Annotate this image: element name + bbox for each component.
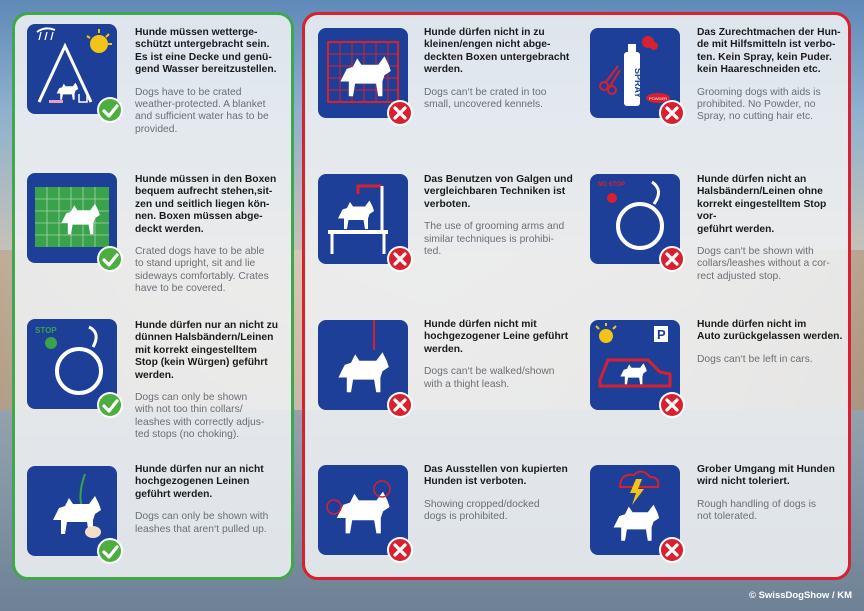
cross-icon xyxy=(387,537,413,563)
prohibited-8-de: Grober Umgang mit Hunden wird nicht toleriert. xyxy=(697,464,835,488)
allowed-2-de: Hunde müssen in den Boxen bequem aufrecht stehen,sit- zen und seitlich liegen kön- nen. Boxen müssen abge- deckt werden. xyxy=(135,174,277,235)
copyright-credit: © SwissDogShow / KM xyxy=(748,590,852,601)
prohibited-8-en: Rough handling of dogs is not tolerated. xyxy=(697,498,817,523)
prohibited-6-de: Hunde dürfen nicht im Auto zurückgelassen werden. xyxy=(697,319,843,343)
allowed-4-de: Hunde dürfen nur an nicht hochgezogenen Leinen geführt werden. xyxy=(135,464,264,500)
prohibited-3-de: Das Benutzen von Galgen und vergleichbaren Techniken ist verboten. xyxy=(424,174,573,210)
prohibited-7-en: Showing cropped/docked dogs is prohibited. xyxy=(424,498,540,523)
svg-text:STOP: STOP xyxy=(35,326,57,335)
cross-icon xyxy=(387,100,413,126)
allowed-2-en: Crated dogs have to be able to stand upright, sit and lie sideways comfortably. Crates have to be covered. xyxy=(135,246,269,295)
prohibited-5-de: Hunde dürfen nicht mit hochgezogener Leine geführt werden. xyxy=(424,319,569,355)
svg-text:NO STOP: NO STOP xyxy=(598,182,625,188)
cross-icon xyxy=(659,246,685,272)
cross-icon xyxy=(387,246,413,272)
prohibited-6-en: Dogs can‘t be left in cars. xyxy=(697,353,813,365)
svg-text:POWDER: POWDER xyxy=(649,96,667,101)
check-icon xyxy=(97,538,123,564)
allowed-1-en: Dogs have to be crated weather-protected. A blanket and sufficient water has to be provided. xyxy=(135,86,269,135)
prohibited-2-de: Das Zurechtmachen der Hun- de mit Hilfsmitteln ist verbo- ten. Kein Spray, kein Puder. kein Haareschneiden etc. xyxy=(697,27,841,76)
check-icon xyxy=(97,97,123,123)
prohibited-4-en: Dogs can‘t be shown with collars/leashes without a cor- rect adjusted stop. xyxy=(697,246,830,282)
allowed-3-de: Hunde dürfen nur an nicht zu dünnen Halsbändern/Leinen mit korrekt eingestelltem Stop (kein Würgen) geführt werden. xyxy=(135,320,279,381)
allowed-4-en: Dogs can only be shown with leashes that aren‘t pulled up. xyxy=(135,511,269,535)
check-icon xyxy=(97,246,123,272)
cross-icon xyxy=(659,392,685,418)
svg-text:SPRAY: SPRAY xyxy=(633,68,643,99)
prohibited-7-de: Das Ausstellen von kupierten Hunden ist verboten. xyxy=(424,464,568,488)
cross-icon xyxy=(387,392,413,418)
cross-icon xyxy=(659,100,685,126)
cross-icon xyxy=(659,537,685,563)
prohibited-4-de: Hunde dürfen nicht an Halsbändern/Leinen ohne korrekt eingestelltem Stop vor- geführt werden. xyxy=(697,174,827,235)
allowed-3-en: Dogs can only be shown with not too thin collars/ leashes with correctly adjus- ted stops (no choking). xyxy=(135,392,265,441)
prohibited-5-en: Dogs can‘t be walked/shown with a thight leash. xyxy=(424,366,555,390)
prohibited-1-en: Dogs can‘t be crated in too small, uncovered kennels. xyxy=(424,86,547,111)
allowed-1-de: Hunde müssen wetterge- schützt untergebracht sein. Es ist eine Decke und genü- gend Wasser bereitzustellen. xyxy=(135,27,277,76)
prohibited-3-en: The use of grooming arms and similar techniques is prohibi- ted. xyxy=(424,221,565,258)
prohibited-2-en: Grooming dogs with aids is prohibited. No Powder, no Spray, no cutting hair etc. xyxy=(697,86,821,123)
svg-text:P: P xyxy=(657,327,666,342)
prohibited-1-de: Hunde dürfen nicht in zu kleinen/engen nicht abge- deckten Boxen untergebracht werden. xyxy=(424,27,570,76)
check-icon xyxy=(97,392,123,418)
